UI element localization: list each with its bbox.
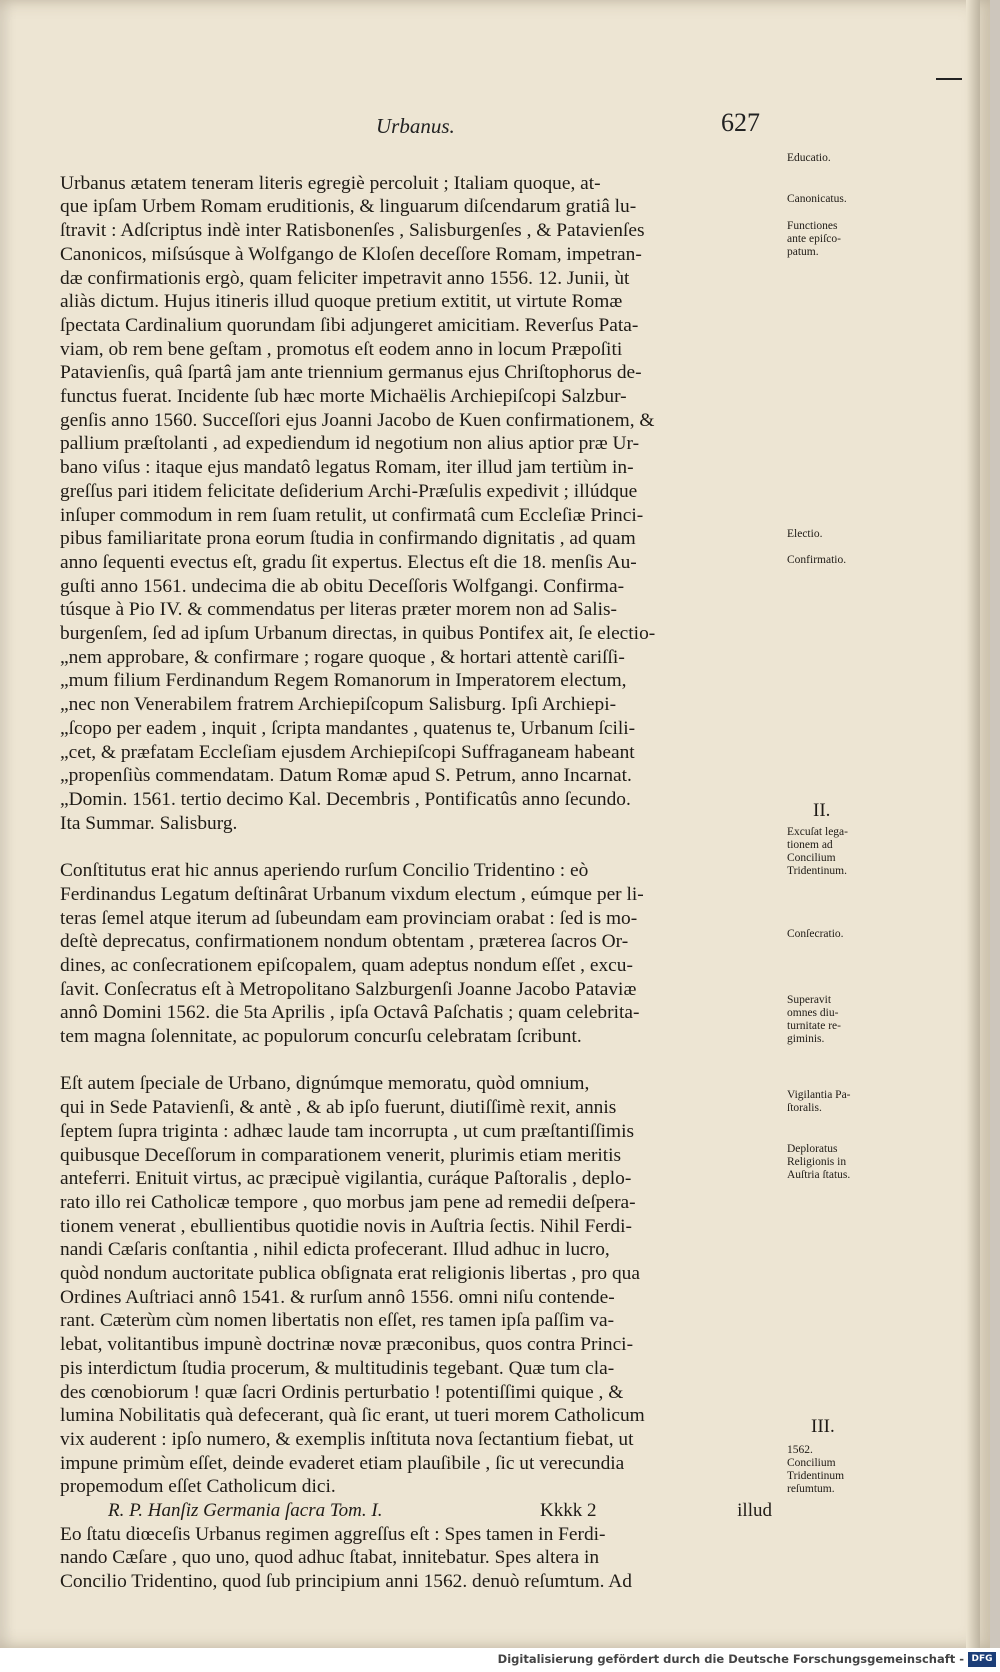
running-title: Urbanus. <box>376 114 455 138</box>
catchword: illud <box>737 1500 772 1521</box>
margin-note-roman-ii: II. <box>813 800 831 821</box>
page-footer <box>60 1500 772 1528</box>
margin-note-vigilantia: Vigilantia Pa-ſtoralis. <box>787 1089 851 1114</box>
digitization-bar <box>0 1648 1000 1672</box>
margin-note-consecratio: Conſecratio. <box>787 928 844 940</box>
margin-note-confirmatio: Confirmatio. <box>787 554 847 566</box>
paragraph-2: Conſtitutus erat hic annus aperiendo rurſum Concilio Tridentino : eò Ferdinandus Legatum deſtinârat Urbanum vixdum electum , eúmque per li- teras ſemel atque iterum ad ſubeundam eam provinciam orabat : ſed is mo- deſtè deprecatus, confirmationem nondum obtentam , præterea ſacros Or- dines, ac conſecrationem epiſcopalem, quam adeptus nondum eſſet , excu- ſavit. Conſecratus eſt à Metropolitano Salzburgenſi Joanne Jacobo Pataviæ annô Domini 1562. die 5ta Aprilis , ipſa Octavâ Paſchatis ; quam celebrita- tem magna ſolennitate, ac populorum concurſu celebratam ſcribunt. <box>60 860 644 1048</box>
dfg-logo-icon[interactable]: DFG <box>968 1652 996 1667</box>
margin-note-excusat: Excuſat lega-tionem ad Concilium Tridentinum. <box>787 826 848 877</box>
margin-note-educatio: Educatio. <box>787 152 831 164</box>
page-header <box>60 104 760 148</box>
body-text <box>60 148 772 1618</box>
margin-note-functiones: Functiones ante epiſco-patum. <box>787 220 841 258</box>
signature-mark: Kkkk 2 <box>540 1500 597 1521</box>
footer-book-reference: R. P. Hanſiz Germania ſacra Tom. I. <box>108 1500 383 1521</box>
margin-note-electio: Electio. <box>787 528 823 540</box>
page-number: 627 <box>721 108 760 137</box>
edge-mark <box>936 78 962 80</box>
margin-note-deploratus: Deploratus Religionis in Auſtria ſtatus. <box>787 1143 851 1181</box>
paragraph-1: Urbanus ætatem teneram literis egregiè percoluit ; Italiam quoque, at- que ipſam Urbem Romam eruditionis, & linguarum diſcendarum gratiâ lu- ſtravit : Adſcriptus indè inter Ratisbonenſes , Salisburgenſes , & Patavienſes Canonicos, miſsúsque à Wolfgango de Kloſen deceſſore Romam, impetran- dæ confirmationis ergò, quam feliciter impetravit anno 1556. 12. Junii, ùt aliàs dictum. Hujus itineris illud quoque pretium extitit, ut virtute Romæ ſpectata Cardinalium quorundam ſibi adjungeret amicitiam. Reverſus Pata- viam, ob rem bene geſtam , promotus eſt eodem anno in locum Præpoſiti Patavienſis, quâ ſpartâ jam ante triennium germanus ejus Chriſtophorus de- functus fuerat. Incidente ſub hæc morte Michaëlis Archiepiſcopi Salzbur- genſis anno 1560. Succeſſori ejus Joanni Jacobo de Kuen confirmationem, & pallium præſtolanti , ad expediendum id negotium non alius aptior præ Ur- bano viſus : itaque ejus mandatô legatus Romam, iter illud jam tertiùm in- greſſus pari itidem felicitate deſiderium Archi-Præſulis expedivit ; illúdque inſuper commodum in rem ſuam retulit, ut confirmatâ cum Eccleſiæ Princi- pibus familiaritate prona eorum ſtudia in confirmando dignitatis , ad quam anno ſequenti evectus eſt, gradu ſit expertus. Electus eſt die 18. menſis Au- guſti anno 1561. undecima die ab obitu Deceſſoris Wolfgangi. Confirma- túsque à Pio IV. & commendatus per literas præter morem non ad Salis- burgenſem, ſed ad ipſum Urbanum directas, in quibus Pontifex ait, ſe electio- „nem approbare, & confirmare ; rogare quoque , & hortari attentè cariſſi- „mum filium Ferdinandum Regem Romanorum in Imperatorem electum, „nec non Venerabilem fratrem Archiepiſcopum Salisburg. Ipſi Archiepi- „ſcopo per eadem , inquit , ſcripta mandantes , quatenus te, Urbanum ſcili- „cet, & præfatam Eccleſiam ejusdem Archiepiſcopi Suffraganeam habeant „propenſiùs commendatam. Datum Romæ apud S. Petrum, anno Incarnat. „Domin. 1561. tertio decimo Kal. Decembris , Pontificatûs anno ſecundo. Ita Summar. Salisburg. <box>60 172 656 834</box>
page-edge <box>966 0 980 1648</box>
paragraph-3: Eſt autem ſpeciale de Urbano, dignúmque memoratu, quòd omnium, qui in Sede Patavienſi, & antè , & ab ipſo fuerunt, diutiſſimè rexit, annis ſeptem ſupra triginta : adhæc laude tam incorrupta , ut cum præſtantiſſimis quibusque Deceſſorum in comparationem venerit, plurimis etiam meritis anteferri. Enituit virtus, ac præcipuè vigilantia, curáque Paſtoralis , deplo- rato illo rei Catholicæ tempore , quo morbus jam pene ad remedii deſpera- tionem venerat , ebullientibus quotidie novis in Auſtria ſectis. Nihil Ferdi- nandi Cæſaris conſtantia , nihil edicta profecerant. Illud adhuc in lucro, quòd nondum auctoritate publica obſignata erat religionis libertas , pro qua Ordines Auſtriaci annô 1541. & rurſum annô 1556. omni niſu contende- rant. Cæterùm cùm nomen libertatis non eſſet, res tamen ipſa paſſim va- lebat, volitantibus impunè doctrinæ novæ præconibus, quos contra Princi- pis interdictum ſtudia procerum, & multitudinis tegebant. Quæ tum cla- des cœnobiorum ! quæ ſacri Ordinis perturbatio ! potentiſſimi quique , & lumina Nobilitatis quà defecerant, quà ſic erant, ut tueri morem Catholicum vix auderent : ipſo numero, & exemplis inſtituta nova ſectantium fiebat, ut impune primùm eſſet, deinde evaderet etiam plauſibile , ſic ut verecundia propemodum eſſet Catholicum dici. <box>60 1073 645 1498</box>
margin-note-1562: 1562. Concilium Tridentinum reſumtum. <box>787 1444 845 1495</box>
margin-note-superavit: Superavit omnes diu-turnitate re-giminis. <box>787 994 841 1045</box>
paragraph-4: Eo ſtatu diœceſis Urbanus regimen aggreſſus eſt : Spes tamen in Ferdi- nando Cæſare , quo uno, quod adhuc ſtabat, innitebatur. Spes altera in Concilio Tridentino, quod ſub principium anni 1562. denuò reſumtum. Ad <box>60 1523 633 1593</box>
digitization-credit: Digitalisierung gefördert durch die Deutsche Forschungsgemeinschaft - <box>497 1652 964 1666</box>
margin-note-canonicatus: Canonicatus. <box>787 193 847 205</box>
margin-note-roman-iii: III. <box>811 1416 835 1437</box>
